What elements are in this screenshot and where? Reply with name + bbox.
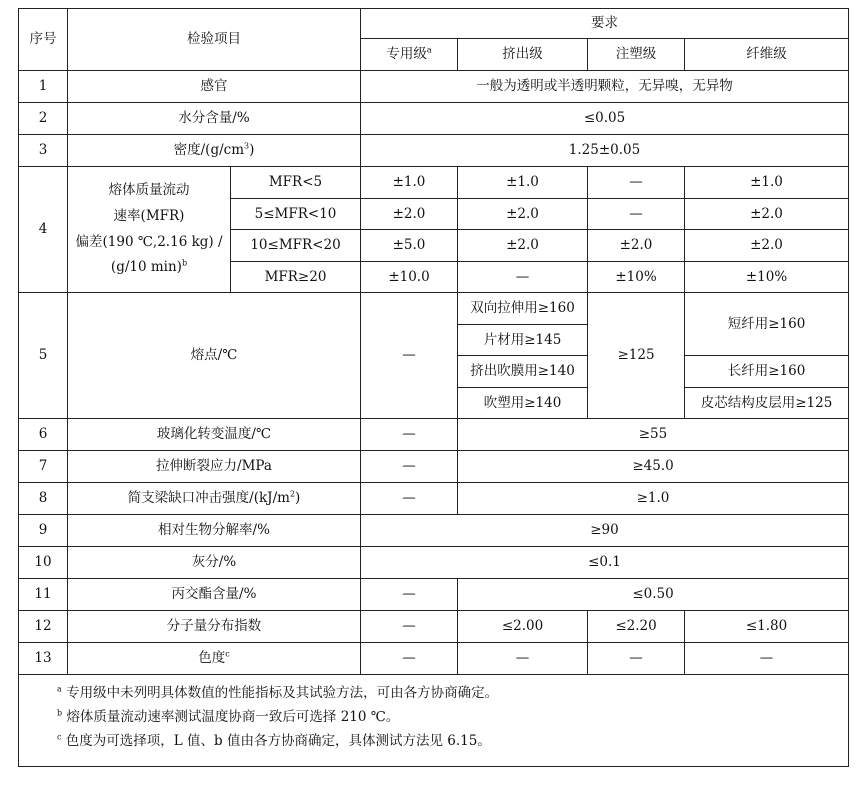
row-item: 感官: [68, 71, 361, 103]
row-item: 密度$/(g/cm^3)$: [68, 135, 361, 167]
footnotes-row: [19, 675, 849, 767]
header-seq: 序号: [19, 9, 68, 71]
cell-fiber: ±10%: [685, 261, 849, 293]
cell-injection: ≥125: [588, 293, 685, 419]
table-row: [19, 103, 849, 135]
footnote-a: $^a$ 专用级中未列明具体数值的性能指标及其试验方法，可由各方协商确定。: [57, 684, 499, 701]
cell-extrusion: ≤2.00: [458, 611, 588, 643]
row-item: 色度$^c$: [68, 643, 361, 675]
cell-extrusion: ±2.0: [458, 198, 588, 230]
table-row: [19, 483, 849, 515]
cell-extrusion: ±1.0: [458, 167, 588, 199]
row-no: 3: [19, 135, 68, 167]
table-row: [19, 135, 849, 167]
header-grade-injection: 注塑级: [588, 39, 685, 71]
cell-special: —: [361, 419, 458, 451]
row-value: ≤0.50: [458, 579, 849, 611]
cell-special: —: [361, 293, 458, 419]
row-no: 4: [19, 167, 68, 293]
cell-injection: ±2.0: [588, 230, 685, 262]
table-row: [19, 579, 849, 611]
row-no: 12: [19, 611, 68, 643]
cell-special: —: [361, 579, 458, 611]
footnote-c: $^c$ 色度为可选择项，L 值、b 值由各方协商确定，具体测试方法见 6.15。: [57, 732, 491, 749]
table-row: [19, 419, 849, 451]
row-value: 一般为透明或半透明颗粒，无异嗅，无异物: [361, 71, 849, 103]
row-item: 丙交酯含量/%: [68, 579, 361, 611]
cell-fiber: ±2.0: [685, 230, 849, 262]
row-value: ≤0.1: [361, 547, 849, 579]
cell-special: ±2.0: [361, 198, 458, 230]
table-row: [19, 71, 849, 103]
cell-special: ±1.0: [361, 167, 458, 199]
row-value: ≥55: [458, 419, 849, 451]
table-row: [19, 293, 849, 325]
cell-injection: —: [588, 167, 685, 199]
spec-table: [18, 8, 849, 767]
mfr-condition: 10≤MFR<20: [231, 230, 361, 262]
footnote-b: $^b$ 熔体质量流动速率测试温度协商一致后可选择 210 ℃。: [57, 708, 400, 725]
cell-injection: ≤2.20: [588, 611, 685, 643]
spec-table-container: [18, 8, 848, 767]
table-row: [19, 451, 849, 483]
header-grade-fiber: 纤维级: [685, 39, 849, 71]
cell-extrusion: 挤出吹膜用≥140: [458, 356, 588, 388]
table-row: [19, 547, 849, 579]
row-value: ≤0.05: [361, 103, 849, 135]
row-item: 熔点/℃: [68, 293, 361, 419]
header-requirement: 要求: [361, 9, 849, 39]
cell-extrusion: 片材用≥145: [458, 324, 588, 356]
row-no: 13: [19, 643, 68, 675]
cell-extrusion: ±2.0: [458, 230, 588, 262]
row-value: ≥90: [361, 515, 849, 547]
cell-extrusion: —: [458, 261, 588, 293]
row-item: 玻璃化转变温度/℃: [68, 419, 361, 451]
cell-injection: ±10%: [588, 261, 685, 293]
mfr-label: 熔体质量流动 速率(MFR) 偏差(190 ℃,2.16 kg) / (g/10 min)$^b$: [68, 167, 231, 293]
row-no: 9: [19, 515, 68, 547]
footnotes: [19, 675, 849, 767]
cell-fiber: 皮芯结构皮层用≥125: [685, 387, 849, 419]
row-item: 水分含量/%: [68, 103, 361, 135]
cell-extrusion: 吹塑用≥140: [458, 387, 588, 419]
row-no: 1: [19, 71, 68, 103]
table-row: [19, 611, 849, 643]
cell-fiber: 短纤用≥160: [685, 293, 849, 356]
row-value: 1.25±0.05: [361, 135, 849, 167]
row-item: 灰分/%: [68, 547, 361, 579]
row-no: 10: [19, 547, 68, 579]
table-row: [19, 515, 849, 547]
cell-special: —: [361, 483, 458, 515]
row-value: ≥45.0: [458, 451, 849, 483]
cell-special: ±5.0: [361, 230, 458, 262]
header-grade-special: 专用级$^a$: [361, 39, 458, 71]
cell-fiber: ≤1.80: [685, 611, 849, 643]
cell-injection: —: [588, 198, 685, 230]
row-item: 相对生物分解率/%: [68, 515, 361, 547]
row-item: 分子量分布指数: [68, 611, 361, 643]
row-no: 6: [19, 419, 68, 451]
cell-injection: —: [588, 643, 685, 675]
cell-special: —: [361, 451, 458, 483]
row-value: ≥1.0: [458, 483, 849, 515]
row-no: 8: [19, 483, 68, 515]
cell-fiber: —: [685, 643, 849, 675]
cell-fiber: 长纤用≥160: [685, 356, 849, 388]
row-item: 简支梁缺口冲击强度$/(kJ/m^2)$: [68, 483, 361, 515]
mfr-condition: MFR<5: [231, 167, 361, 199]
cell-special: ±10.0: [361, 261, 458, 293]
row-no: 7: [19, 451, 68, 483]
cell-special: —: [361, 611, 458, 643]
cell-fiber: ±1.0: [685, 167, 849, 199]
header-item: 检验项目: [68, 9, 361, 71]
table-row: [19, 643, 849, 675]
mfr-condition: MFR≥20: [231, 261, 361, 293]
row-item: 拉伸断裂应力/MPa: [68, 451, 361, 483]
row-no: 11: [19, 579, 68, 611]
footnote-mark: a: [426, 45, 432, 55]
header-grade-extrusion: 挤出级: [458, 39, 588, 71]
row-no: 5: [19, 293, 68, 419]
header-row-1: [19, 9, 849, 39]
cell-extrusion: —: [458, 643, 588, 675]
cell-special: —: [361, 643, 458, 675]
mfr-condition: 5≤MFR<10: [231, 198, 361, 230]
cell-fiber: ±2.0: [685, 198, 849, 230]
cell-extrusion: 双向拉伸用≥160: [458, 293, 588, 325]
row-no: 2: [19, 103, 68, 135]
table-row: [19, 167, 849, 199]
